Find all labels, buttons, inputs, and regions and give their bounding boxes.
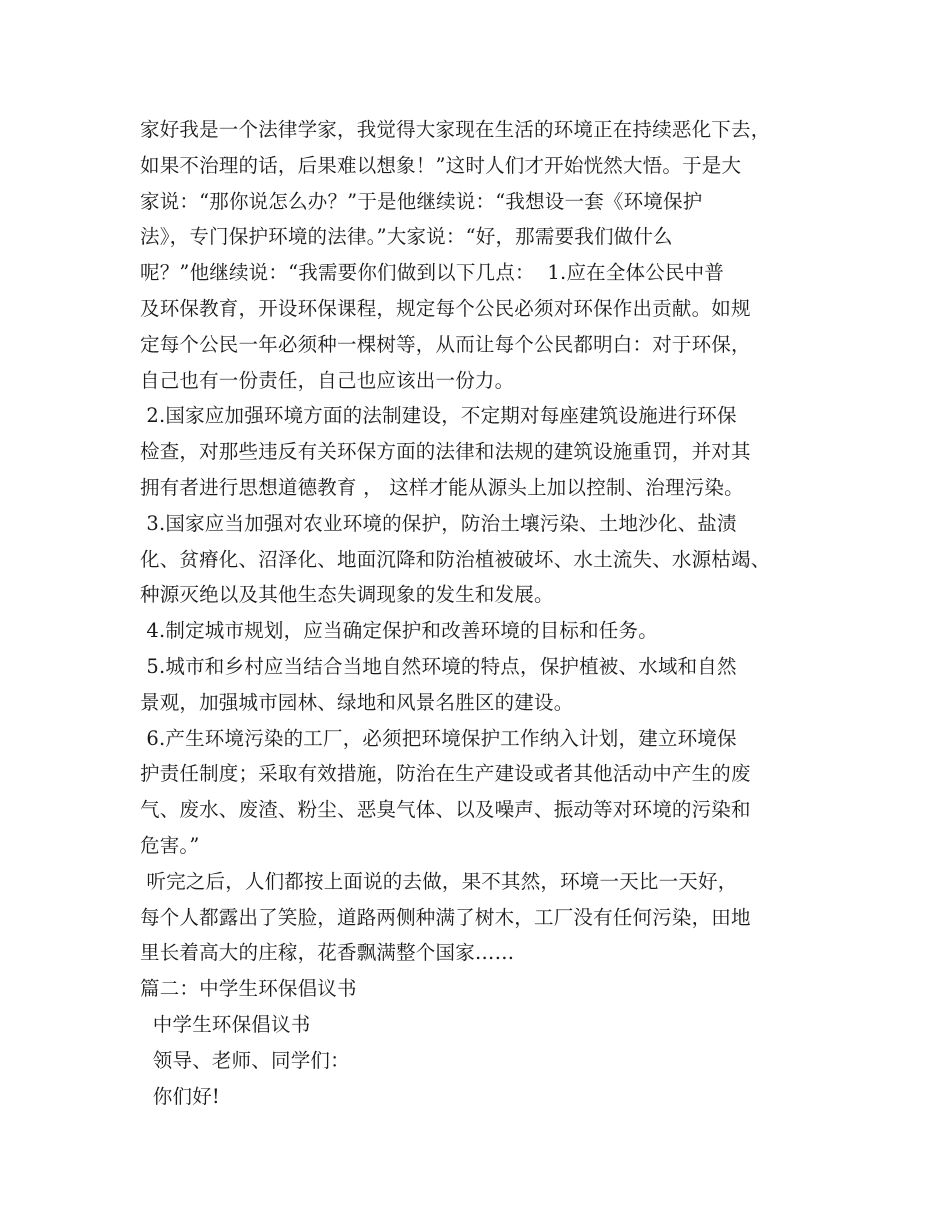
text-line: 4.制定城市规划，应当确定保护和改善环境的目标和任务。 xyxy=(140,619,658,643)
text-line: 3.国家应当加强对农业环境的保护，防治土壤污染、土地沙化、盐渍 xyxy=(140,511,737,535)
salutation: 领导、老师、同学们： xyxy=(140,1048,350,1072)
text-line: 危害。” xyxy=(140,833,200,857)
text-line: 6.产生环境污染的工厂，必须把环境保护工作纳入计划，建立环境保 xyxy=(140,726,737,750)
text-line: 5.城市和乡村应当结合当地自然环境的特点，保护植被、水域和自然 xyxy=(140,654,737,678)
text-line: 每个人都露出了笑脸，道路两侧种满了树木，工厂没有任何污染，田地 xyxy=(140,905,751,929)
document-body xyxy=(140,112,840,1114)
text-line: 护责任制度；采取有效措施，防治在生产建设或者其他活动中产生的废 xyxy=(140,762,751,786)
text-line: 呢？”他继续说：“我需要你们做到以下几点： 1.应在全体公民中普 xyxy=(140,261,725,285)
text-line: 里长着高大的庄稼，花香飘满整个国家…… xyxy=(140,941,515,965)
section-heading: 篇二：中学生环保倡议书 xyxy=(140,977,357,1001)
text-line: 气、废水、废渣、粉尘、恶臭气体、以及噪声、振动等对环境的污染和 xyxy=(140,798,751,822)
greeting: 你们好! xyxy=(140,1084,220,1108)
text-line: 家好我是一个法律学家，我觉得大家现在生活的环境正在持续恶化下去， xyxy=(140,118,771,141)
text-line: 拥有者进行思想道德教育 ， 这样才能从源头上加以控制、治理污染。 xyxy=(140,475,744,499)
text-line: 2.国家应加强环境方面的法制建设，不定期对每座建筑设施进行环保 xyxy=(140,404,737,428)
text-line: 及环保教育，开设环保课程，规定每个公民必须对环保作出贡献。如规 xyxy=(140,296,751,320)
text-line: 如果不治理的话，后果难以想象！”这时人们才开始恍然大悟。于是大 xyxy=(140,153,742,177)
document-title: 中学生环保倡议书 xyxy=(140,1012,311,1036)
text-line: 检查，对那些违反有关环保方面的法律和法规的建筑设施重罚，并对其 xyxy=(140,440,751,464)
text-line: 听完之后，人们都按上面说的去做，果不其然，环境一天比一天好， xyxy=(140,869,738,893)
text-line: 化、贫瘠化、沼泽化、地面沉降和防治植被破坏、水土流失、水源枯竭、 xyxy=(140,547,771,571)
text-line: 法》，专门保护环境的法律。”大家说：“好，那需要我们做什么 xyxy=(140,225,673,249)
text-line: 家说：“那你说怎么办？”于是他继续说：“我想设一套《环境保护 xyxy=(140,189,703,213)
text-line: 景观，加强城市园林、绿地和风景名胜区的建设。 xyxy=(140,690,574,714)
text-line: 种源灭绝以及其他生态失调现象的发生和发展。 xyxy=(140,583,554,607)
text-line: 定每个公民一年必须种一棵树等，从而让每个公民都明白：对于环保， xyxy=(140,332,751,356)
text-line: 自己也有一份责任，自己也应该出一份力。 xyxy=(140,368,515,392)
